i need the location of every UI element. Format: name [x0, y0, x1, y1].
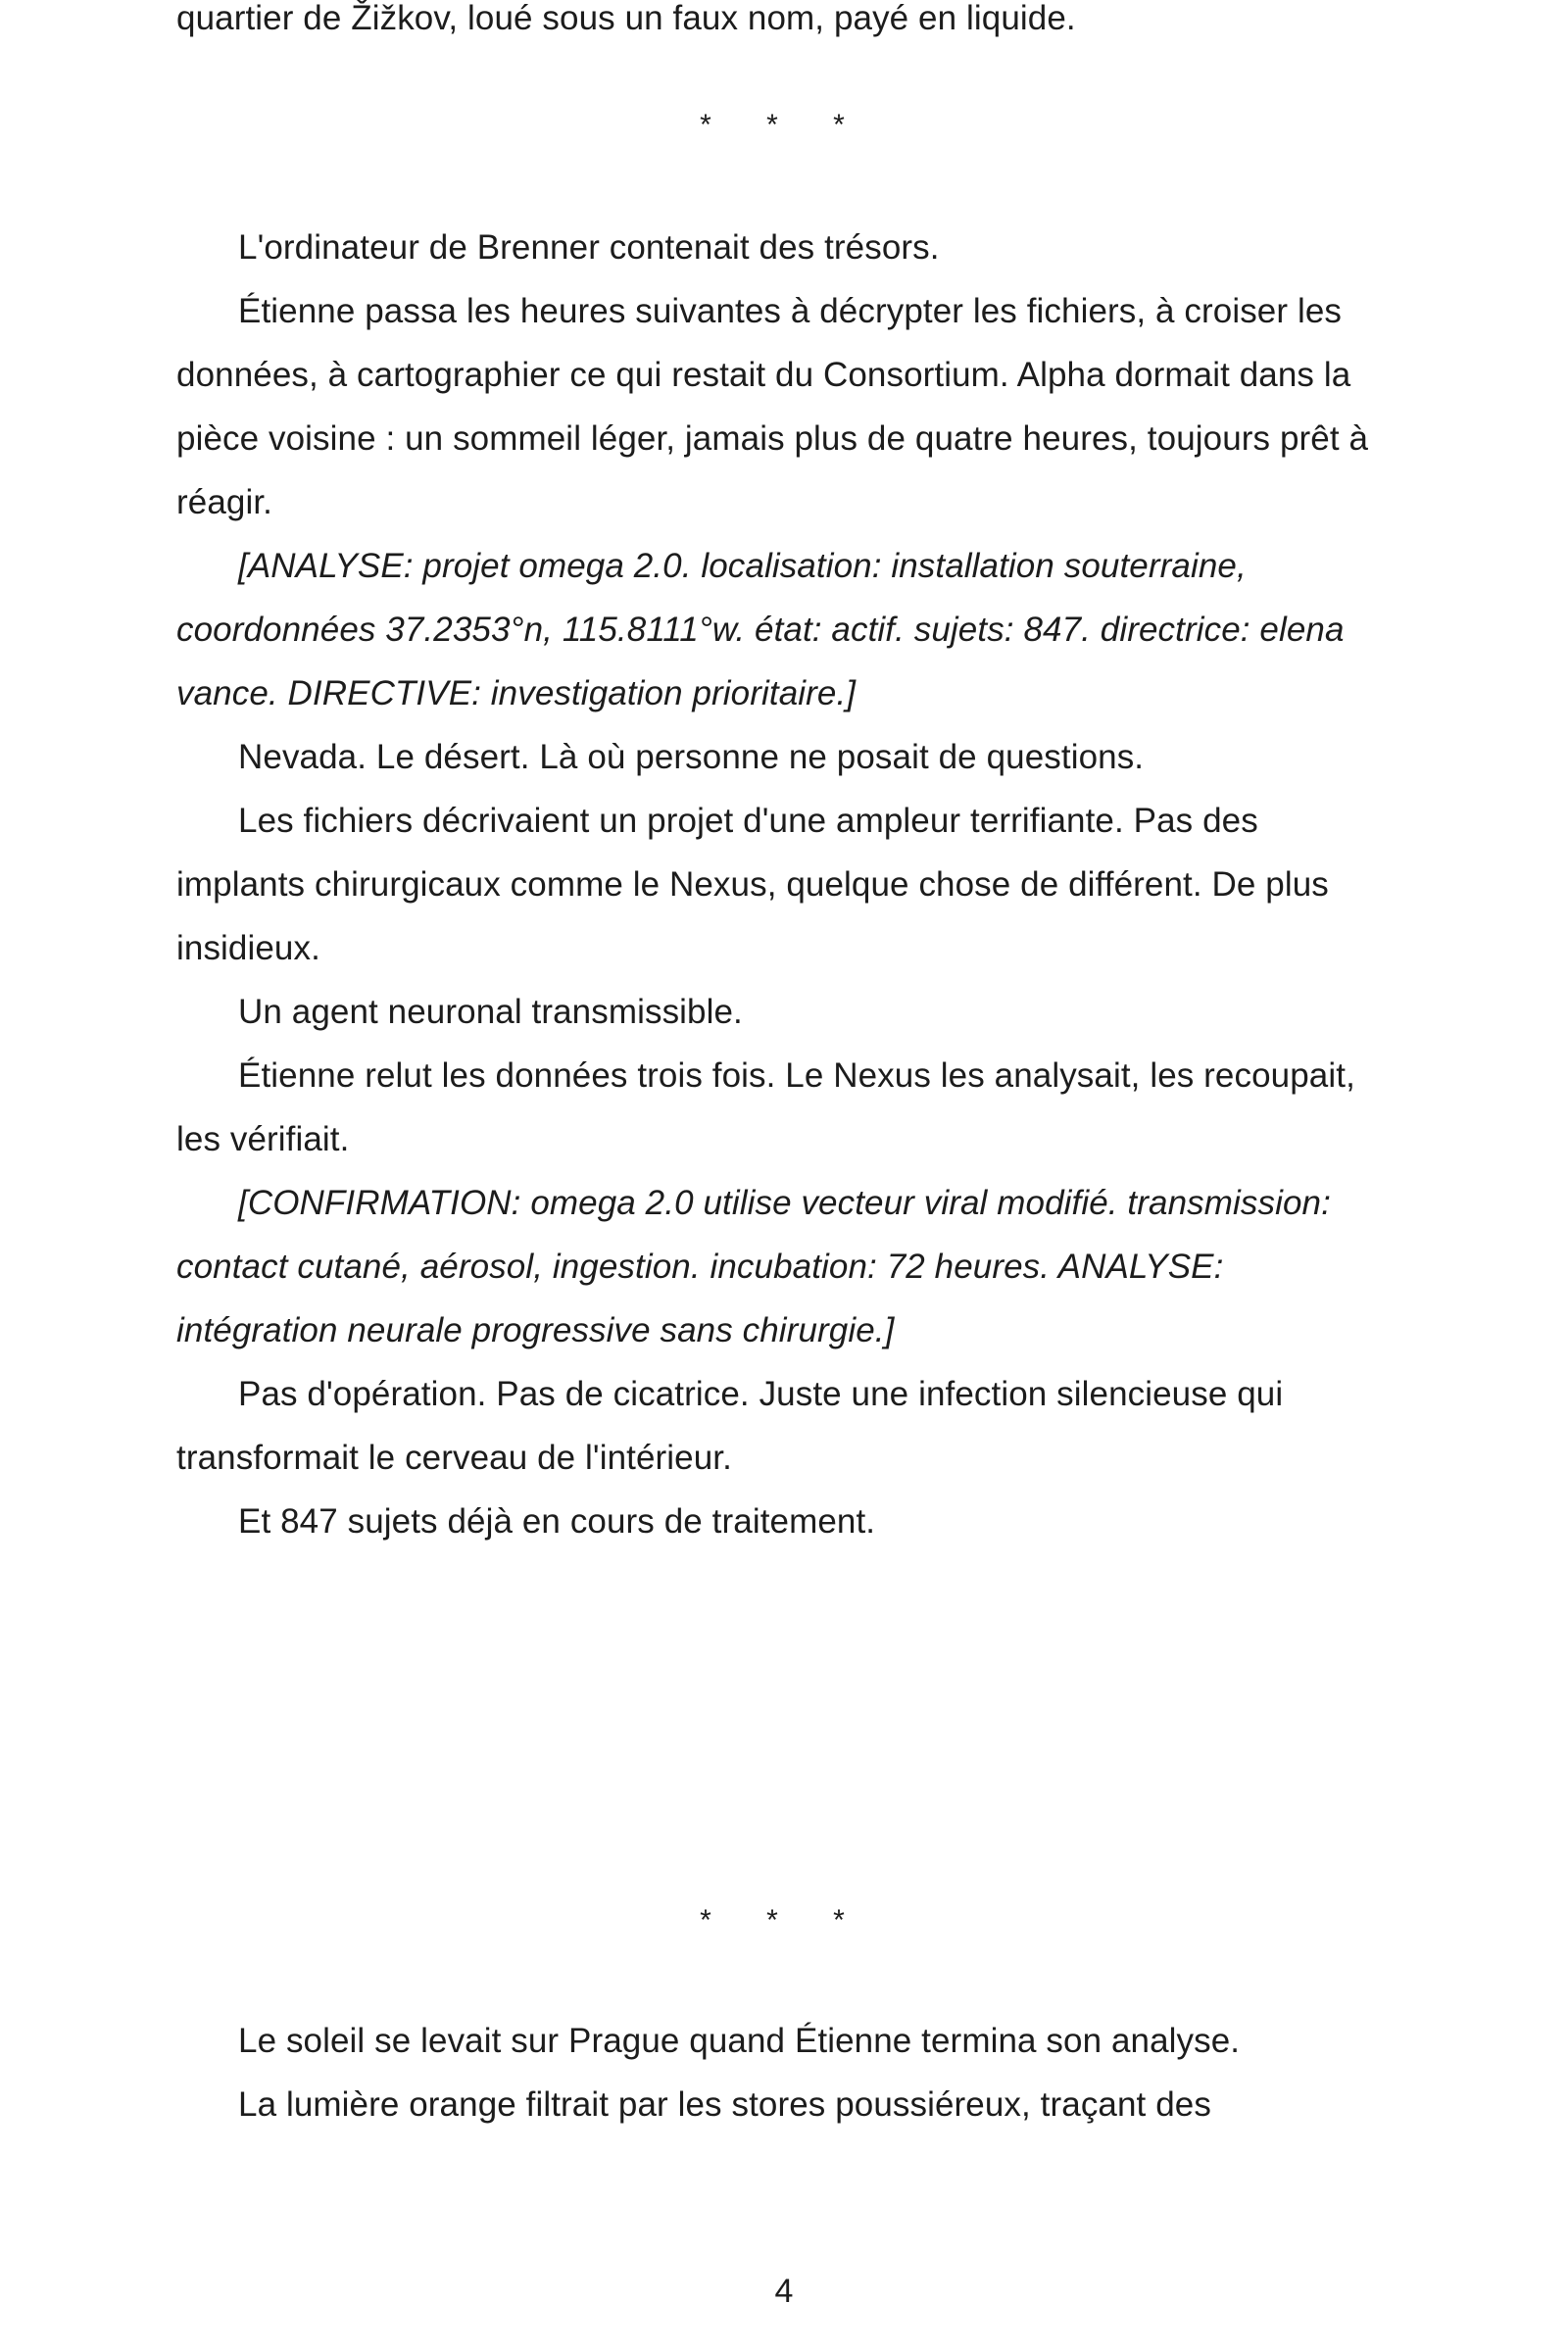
paragraph: Étienne passa les heures suivantes à décrypter les fichiers, à croiser les données, à cartographier ce qui restait du Consortium. Alpha dormait dans la pièce voisine : un sommeil léger, jamais plus de quatre heures, toujours prêt à réagir. — [176, 292, 1369, 521]
section-separator: * * * — [700, 109, 868, 141]
section-1-text-block — [176, 216, 1392, 1553]
system-analysis-paragraph: [ANALYSE: projet omega 2.0. localisation: installation souterraine, coordonnées 37.2353°n, 115.8111°w. état: actif. sujets: 847. directrice: elena vance. DIRECTIVE: investigation prioritaire.] — [176, 547, 1345, 712]
paragraph: Et 847 sujets déjà en cours de traitement. — [238, 1502, 876, 1541]
paragraph: Étienne relut les données trois fois. Le Nexus les analysait, les recoupait, les vérifiait. — [176, 1056, 1355, 1158]
paragraph: Pas d'opération. Pas de cicatrice. Juste une infection silencieuse qui transformait le cerveau de l'intérieur. — [176, 1375, 1284, 1477]
paragraph-top-fragment: quartier de Žižkov, loué sous un faux nom, payé en liquide. — [176, 0, 1076, 37]
paragraph: L'ordinateur de Brenner contenait des trésors. — [238, 228, 940, 267]
system-confirmation-paragraph: [CONFIRMATION: omega 2.0 utilise vecteur viral modifié. transmission: contact cutané, aérosol, ingestion. incubation: 72 heures. ANALYSE: intégration neurale progressive sans chirurgie.] — [176, 1184, 1331, 1349]
page-number: 4 — [774, 2273, 794, 2310]
paragraph: Un agent neuronal transmissible. — [238, 993, 743, 1031]
paragraph: Le soleil se levait sur Prague quand Étienne termina son analyse. — [238, 2022, 1241, 2060]
paragraph: Les fichiers décrivaient un projet d'une ampleur terrifiante. Pas des implants chirurgicaux comme le Nexus, quelque chose de différent. De plus insidieux. — [176, 802, 1329, 967]
section-2-text-block — [176, 2009, 1392, 2136]
top-text-block — [176, 0, 1392, 50]
section-separator: * * * — [700, 1904, 868, 1936]
paragraph: La lumière orange filtrait par les stores poussiéreux, traçant des — [238, 2085, 1211, 2124]
paragraph: Nevada. Le désert. Là où personne ne posait de questions. — [238, 738, 1145, 776]
